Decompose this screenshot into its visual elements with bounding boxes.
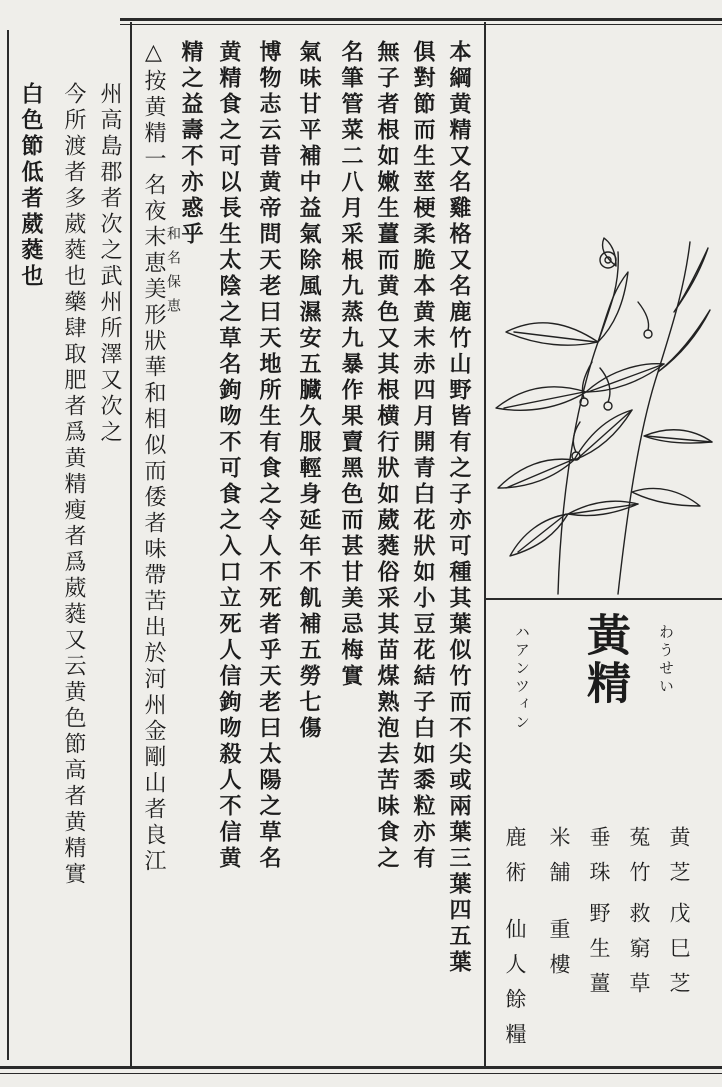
synonym-4-b: 重樓	[547, 918, 571, 988]
figure-caption-divider	[486, 598, 722, 600]
text-column-5: 氣味甘平補中益氣除風濕安五臓久服輕身延年不飢補五勞七傷	[296, 40, 322, 742]
text-column-7: 黄精食之可以長生太陰之草名鉤吻不可食之入口立死人信鉤吻殺人不信黄	[216, 40, 242, 872]
text-column-2: 俱對節而生莖梗柔脆本黄末赤四月開青白花狀如小豆花結子白如黍粒亦有	[410, 40, 436, 872]
top-border-rule	[120, 18, 722, 21]
synonym-3-b: 野生薑	[587, 902, 611, 1007]
synonym-1-b: 戊巳芝	[667, 902, 691, 1007]
entry-title: 黃精	[579, 612, 630, 708]
text-column-4: 名筆管菜二八月采根九蒸九暴作果賣黑色而甚甘美忌梅實	[338, 40, 364, 690]
figure-panel-divider	[484, 22, 486, 1066]
main-text-divider	[130, 22, 132, 1066]
synonym-2-b: 救窮草	[627, 902, 651, 1007]
left-panel-divider	[7, 30, 9, 1060]
text-column-6: 博物志云昔黄帝問天老曰天地所生有食之令人不死者乎天老曰太陽之草名	[256, 40, 282, 872]
entry-reading-katakana: ハアンツィン	[513, 624, 531, 732]
entry-reading-kana: わうせい	[657, 624, 675, 696]
synonym-5-a: 鹿術	[503, 826, 527, 896]
bottom-border-rule-thin	[0, 1073, 722, 1074]
text-column-1: 本綱黄精又名雞格又名鹿竹山野皆有之子亦可種其葉似竹而不尖或兩葉三葉四五葉	[446, 40, 472, 976]
text-column-12: 白色節低者葳蕤也	[18, 82, 44, 290]
text-column-3: 無子者根如嫩生薑而黄色又其根横行狀如葳蕤俗采其苗煤熟泡去苦味食之	[374, 40, 400, 872]
text-column-9-subnote: 和名保恵	[165, 226, 181, 322]
bottom-border-rule	[0, 1066, 722, 1069]
top-border-rule-thin	[120, 24, 722, 25]
synonym-5-b: 仙人餘糧	[503, 918, 527, 1058]
huangjing-plant-illustration	[488, 222, 716, 596]
text-column-11: 今所渡者多葳蕤也藥肆取肥者爲黄精瘦者爲葳蕤又云黄色節高者黄精實	[61, 82, 86, 888]
synonym-1-a: 黄芝	[667, 826, 691, 896]
synonym-2-a: 菟竹	[627, 826, 651, 896]
text-column-9: △按黄精一名夜末恵美形狀華和相似而倭者味帶苦出於河州金剛山者良江	[141, 40, 166, 875]
synonym-3-a: 垂珠	[587, 826, 611, 896]
synonym-4-a: 米舗	[547, 826, 571, 896]
text-column-10: 州高島郡者次之武州所澤又次之	[97, 82, 122, 446]
text-column-8: 精之益壽不亦惑乎	[178, 40, 204, 248]
